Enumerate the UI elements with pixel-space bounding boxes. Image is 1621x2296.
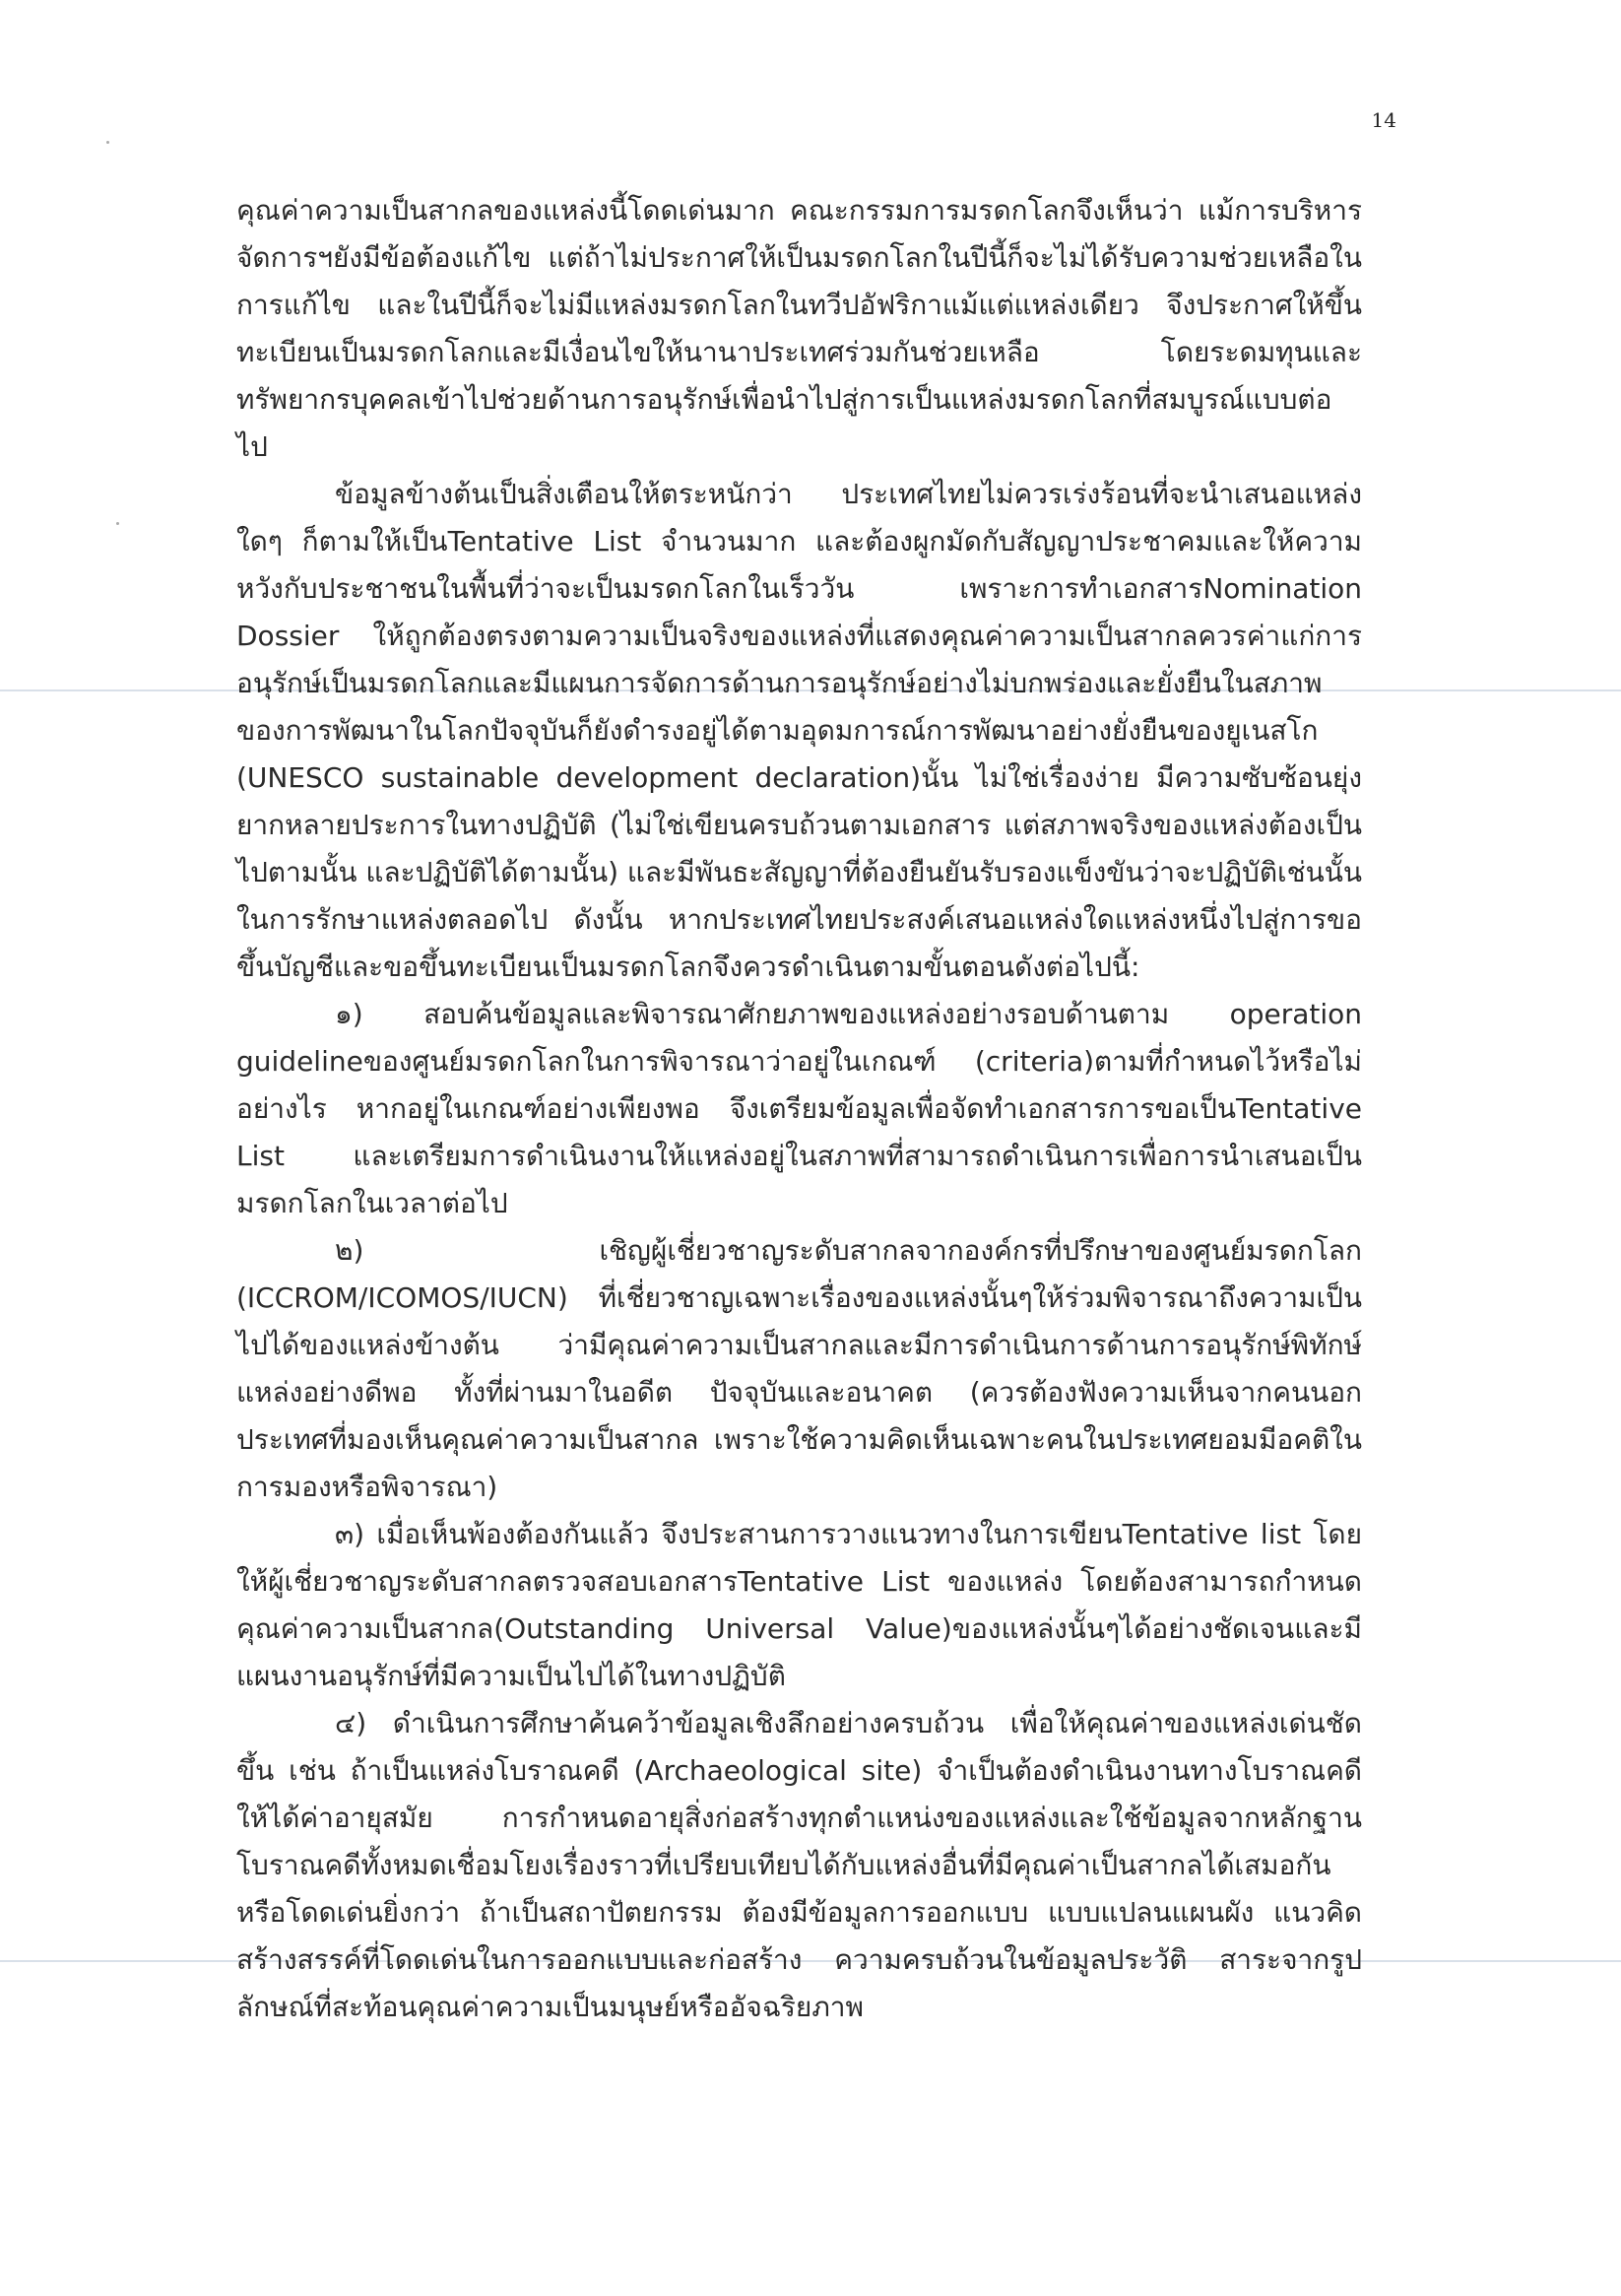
body-text xyxy=(236,187,1362,2031)
step-2: ๒) เชิญผู้เชี่ยวชาญระดับสากลจากองค์กรที่ปรึกษาของศูนย์มรดกโลก (ICCROM/ICOMOS/IUCN) ที่เชี่ยวชาญเฉพาะเรื่องของแหล่งนั้นๆให้ร่วมพิจารณาถึงความเป็นไปได้ของแหล่งข้างต้น ว่ามีคุณค่าความเป็นสากลและมีการดำเนินการด้านการอนุรักษ์พิทักษ์แหล่งอย่างดีพอ ทั้งที่ผ่านมาในอดีต ปัจจุบันและอนาคต (ควรต้องฟังความเห็นจากคนนอกประเทศที่มองเห็นคุณค่าความเป็นสากล เพราะใช้ความคิดเห็นเฉพาะคนในประเทศยอมมีอคติในการมองหรือพิจารณา) xyxy=(236,1234,1362,1503)
paragraph-caution: ข้อมูลข้างต้นเป็นสิ่งเตือนให้ตระหนักว่า ประเทศไทยไม่ควรเร่งร้อนที่จะนำเสนอแหล่งใดๆ ก็ตามให้เป็นTentative List จำนวนมาก และต้องผูกมัดกับสัญญาประชาคมและให้ความหวังกับประชาชนในพื้นที่ว่าจะเป็นมรดกโลกในเร็ววัน เพราะการทำเอกสารNomination Dossier ให้ถูกต้องตรงตามความเป็นจริงของแหล่งที่แสดงคุณค่าความเป็นสากลควรค่าแก่การอนุรักษ์เป็นมรดกโลกและมีแผนการจัดการด้านการอนุรักษ์อย่างไม่บกพร่องและยั่งยืนในสภาพของการพัฒนาในโลกปัจจุบันก็ยังดำรงอยู่ได้ตามอุดมการณ์การพัฒนาอย่างยั่งยืนของยูเนสโก (UNESCO sustainable development declaration)นั้น ไม่ใช่เรื่องง่าย มีความซับซ้อนยุ่งยากหลายประการในทางปฏิบัติ (ไม่ใช่เขียนครบถ้วนตามเอกสาร แต่สภาพจริงของแหล่งต้องเป็นไปตามนั้น และปฏิบัติได้ตามนั้น) และมีพันธะสัญญาที่ต้องยืนยันรับรองแข็งขันว่าจะปฏิบัติเช่นนั้นในการรักษาแหล่งตลอดไป ดังนั้น หากประเทศไทยประสงค์เสนอแหล่งใดแหล่งหนึ่งไปสู่การขอขึ้นบัญชีและขอขึ้นทะเบียนเป็นมรดกโลกจึงควรดำเนินตามขั้นตอนดังต่อไปนี้: xyxy=(236,478,1362,983)
step-3: ๓) เมื่อเห็นพ้องต้องกันแล้ว จึงประสานการวางแนวทางในการเขียนTentative list โดยให้ผู้เชี่ยวชาญระดับสากลตรวจสอบเอกสารTentative List ของแหล่ง โดยต้องสามารถกำหนดคุณค่าความเป็นสากล(Outstanding Universal Value)ของแหล่งนั้นๆได้อย่างชัดเจนและมีแผนงานอนุรักษ์ที่มีความเป็นไปได้ในทางปฏิบัติ xyxy=(236,1518,1362,1692)
step-4: ๔) ดำเนินการศึกษาค้นคว้าข้อมูลเชิงลึกอย่างครบถ้วน เพื่อให้คุณค่าของแหล่งเด่นชัดขึ้น เช่น ถ้าเป็นแหล่งโบราณคดี (Archaeological site) จำเป็นต้องดำเนินงานทางโบราณคดีให้ได้ค่าอายุสมัย การกำหนดอายุสิ่งก่อสร้างทุกตำแหน่งของแหล่งและใช้ข้อมูลจากหลักฐานโบราณคดีทั้งหมดเชื่อมโยงเรื่องราวที่เปรียบเทียบได้กับแหล่งอื่นที่มีคุณค่าเป็นสากลได้เสมอกันหรือโดดเด่นยิ่งกว่า ถ้าเป็นสถาปัตยกรรม ต้องมีข้อมูลการออกแบบ แบบแปลนแผนผัง แนวคิดสร้างสรรค์ที่โดดเด่นในการออกแบบและก่อสร้าง ความครบถ้วนในข้อมูลประวัติ สาระจากรูปลักษณ์ที่สะท้อนคุณค่าความเป็นมนุษย์หรืออัจฉริยภาพ xyxy=(236,1707,1362,2023)
paragraph-continuation: คุณค่าความเป็นสากลของแหล่งนี้โดดเด่นมาก คณะกรรมการมรดกโลกจึงเห็นว่า แม้การบริหารจัดการฯยังมีข้อต้องแก้ไข แต่ถ้าไม่ประกาศให้เป็นมรดกโลกในปีนี้ก็จะไม่ได้รับความช่วยเหลือในการแก้ไข และในปีนี้ก็จะไม่มีแหล่งมรดกโลกในทวีปอัฟริกาแม้แต่แหล่งเดียว จึงประกาศให้ขึ้นทะเบียนเป็นมรดกโลกและมีเงื่อนไขให้นานาประเทศร่วมกันช่วยเหลือ โดยระดมทุนและทรัพยากรบุคคลเข้าไปช่วยด้านการอนุรักษ์เพื่อนำไปสู่การเป็นแหล่งมรดกโลกที่สมบูรณ์แบบต่อไป xyxy=(236,194,1362,463)
scan-speck xyxy=(116,522,119,525)
scan-speck xyxy=(106,141,109,144)
page-number: 14 xyxy=(1371,108,1396,132)
step-1: ๑) สอบค้นข้อมูลและพิจารณาศักยภาพของแหล่งอย่างรอบด้านตาม operation guidelineของศูนย์มรดกโลกในการพิจารณาว่าอยู่ในเกณฑ์ (criteria)ตามที่กำหนดไว้หรือไม่ อย่างไร หากอยู่ในเกณฑ์อย่างเพียงพอ จึงเตรียมข้อมูลเพื่อจัดทำเอกสารการขอเป็นTentative List และเตรียมการดำเนินงานให้แหล่งอยู่ในสภาพที่สามารถดำเนินการเพื่อการนำเสนอเป็นมรดกโลกในเวลาต่อไป xyxy=(236,998,1362,1219)
